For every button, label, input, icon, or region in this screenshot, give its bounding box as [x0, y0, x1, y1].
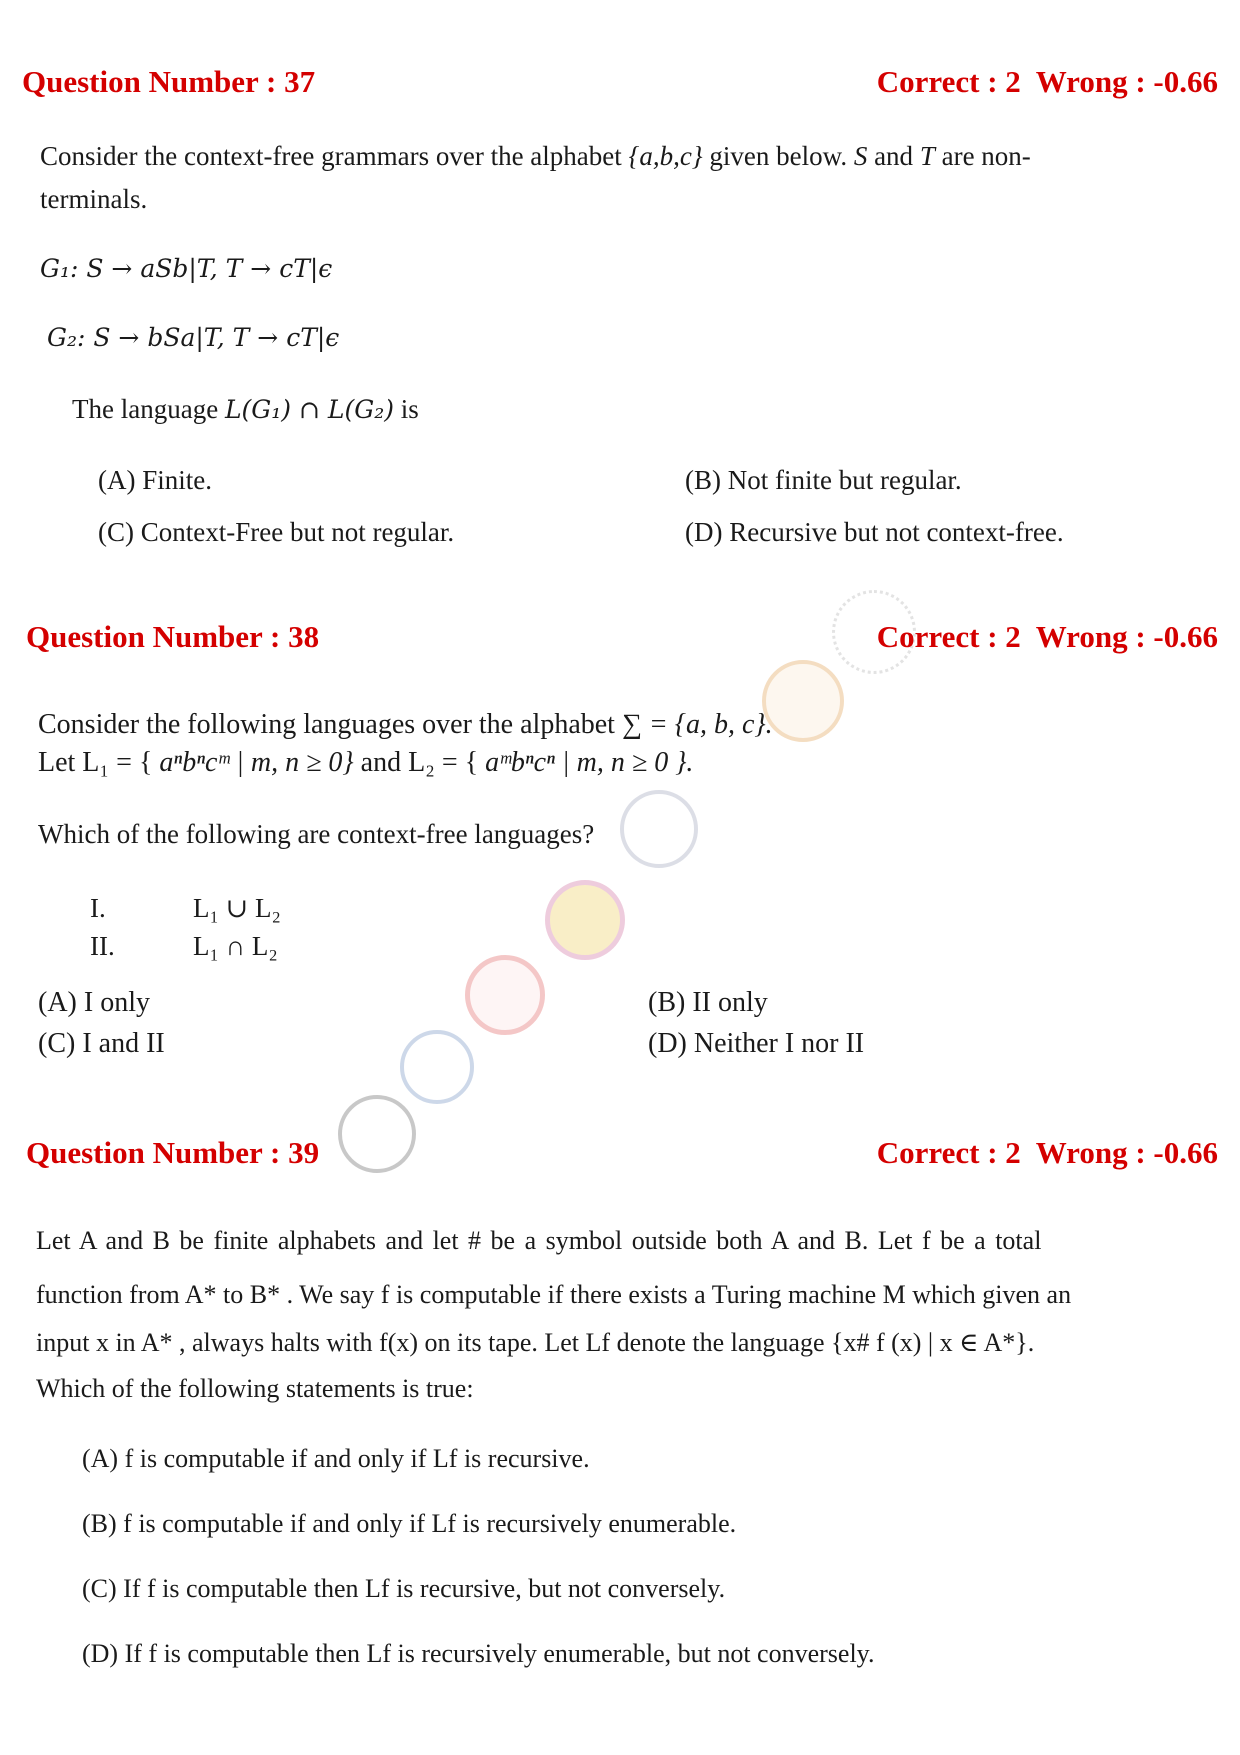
marks-label: Correct : 2 Wrong : -0.66: [876, 64, 1218, 99]
q39-line3: input x in A* , always halts with f(x) on its tape. Let Lf denote the language {x# f (x) | x ∈ A*}.: [36, 1328, 1035, 1357]
q38-option-b: (B) II only: [648, 987, 768, 1018]
q38-option-a: (A) I only: [38, 987, 150, 1018]
q38-option-c: (C) I and II: [38, 1028, 165, 1059]
q39-option-b: (B) f is computable if and only if Lf is recursively enumerable.: [82, 1509, 737, 1538]
q39-line4: Which of the following statements is true:: [36, 1374, 474, 1403]
marks-label: Correct : 2 Wrong : -0.66: [876, 619, 1218, 654]
marks-label: Correct : 2 Wrong : -0.66: [876, 1135, 1218, 1170]
q37-option-b: (B) Not finite but regular.: [685, 465, 962, 495]
q38-item2-num: II.: [90, 931, 115, 961]
q39-option-a: (A) f is computable if and only if Lf is recursive.: [82, 1444, 590, 1473]
q39-line1: Let A and B be finite alphabets and let # be a symbol outside both A and B. Let f be a total: [36, 1226, 1042, 1255]
q38-item2-expr: L₁ ∩ L₂: [193, 931, 278, 961]
q39-option-c: (C) If f is computable then Lf is recursive, but not conversely.: [82, 1574, 726, 1603]
q39-line2: function from A* to B* . We say f is computable if there exists a Turing machine M which given an: [36, 1280, 1072, 1309]
q38-item1-num: I.: [90, 893, 106, 923]
q38-item1-expr: L₁ ∪ L₂: [193, 893, 281, 923]
question-number: Question Number : 37: [22, 64, 316, 99]
watermark-seal-6: [400, 1030, 474, 1104]
watermark-seal-3: [620, 790, 698, 868]
q39-option-d: (D) If f is computable then Lf is recursively enumerable, but not conversely.: [82, 1639, 875, 1668]
q37-option-a: (A) Finite.: [98, 465, 212, 495]
question-39-header: [22, 1135, 1218, 1175]
watermark-seal-2: [762, 660, 844, 742]
q38-line2: Let L₁ = { aⁿbⁿcᵐ | m, n ≥ 0} and L₂ = { aᵐbⁿcⁿ | m, n ≥ 0 }.: [38, 747, 694, 778]
question-38-header: [22, 619, 1218, 659]
watermark-seal-4: [545, 880, 625, 960]
q38-option-d: (D) Neither I nor II: [648, 1028, 865, 1059]
question-number: Question Number : 39: [26, 1135, 320, 1170]
question-37-header: [22, 64, 1218, 104]
q37-language-line: The language L(G₁) ∩ L(G₂) is: [72, 394, 419, 424]
watermark-seal-5: [465, 955, 545, 1035]
q38-question: Which of the following are context-free languages?: [38, 819, 595, 849]
q37-option-c: (C) Context-Free but not regular.: [98, 517, 455, 547]
q37-stem-line1: Consider the context-free grammars over the alphabet {a,b,c} given below. S and T are non-: [40, 141, 1031, 171]
q37-option-d: (D) Recursive but not context-free.: [685, 517, 1064, 547]
q38-line1: Consider the following languages over the alphabet ∑ = {a, b, c}.: [38, 709, 773, 740]
grammar-g2: G₂: S → bSa|T, T → cT|ϵ: [47, 323, 340, 352]
question-number: Question Number : 38: [26, 619, 320, 654]
q37-stem-line2: terminals.: [40, 184, 148, 214]
grammar-g1: G₁: S → aSb|T, T → cT|ϵ: [40, 254, 333, 283]
